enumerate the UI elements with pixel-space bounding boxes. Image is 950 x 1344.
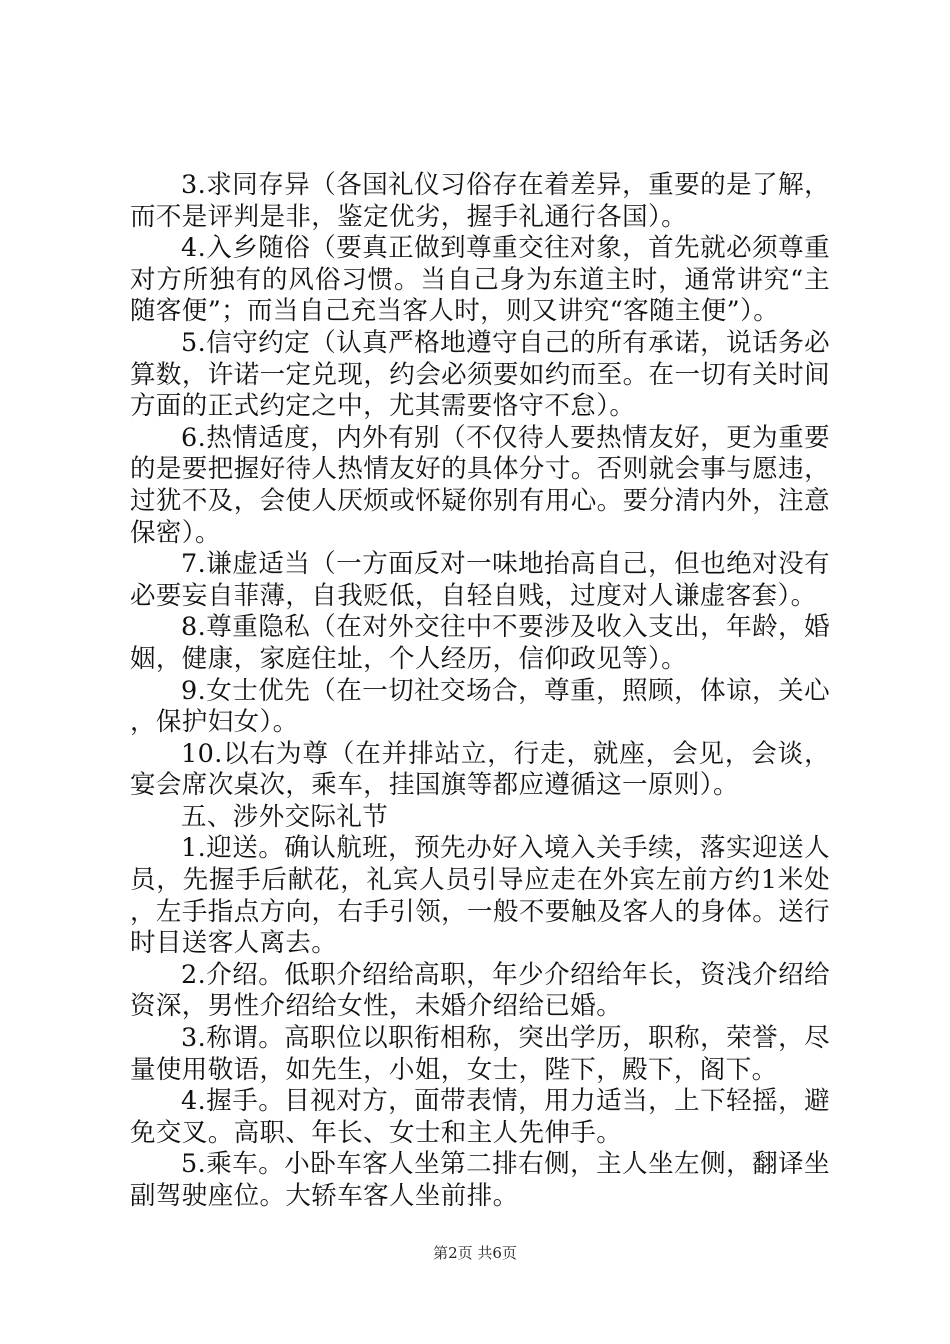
section-heading: 五、涉外交际礼节 [181,801,389,832]
page-footer [0,1243,950,1263]
paragraph-greeting: 1.迎送。确认航班，预先办好入境入关手续，落实迎送人员，先握手后献花，礼宾人员引导应走在外宾左前方约1米处，左手指点方向，右手引领，一般不要触及客人的身体。送行时目送客人离去。 [130,833,830,959]
paragraph-handshake: 4.握手。目视对方，面带表情，用力适当，上下轻摇，避免交叉。高职、年长、女士和主人先伸手。 [130,1086,830,1148]
paragraph-item-9: 9.女士优先（在一切社交场合，尊重，照顾，体谅，关心，保护妇女）。 [130,675,830,738]
page-number: 第2页 [433,1244,473,1262]
paragraph-item-8: 8.尊重隐私（在对外交往中不要涉及收入支出，年龄，婚姻，健康，家庭住址，个人经历，信仰政见等）。 [130,612,830,674]
document-body [130,170,830,1213]
paragraph-vehicle: 5.乘车。小卧车客人坐第二排右侧，主人坐左侧，翻译坐副驾驶座位。大轿车客人坐前排。 [130,1149,830,1211]
page-total: 共6页 [477,1244,517,1262]
paragraph-item-3: 3.求同存异（各国礼仪习俗存在着差异，重要的是了解，而不是评判是非，鉴定优劣，握手礼通行各国）。 [130,170,830,232]
paragraph-item-7: 7.谦虚适当（一方面反对一味地抬高自己，但也绝对没有必要妄自菲薄，自我贬低，自轻自贱，过度对人谦虚客套）。 [130,549,830,611]
paragraph-address: 3.称谓。高职位以职衔相称，突出学历，职称，荣誉，尽量使用敬语，如先生，小姐，女士，陛下，殿下，阁下。 [130,1023,830,1085]
paragraph-item-4: 4.入乡随俗（要真正做到尊重交往对象，首先就必须尊重对方所独有的风俗习惯。当自己身为东道主时，通常讲究“主随客便”；而当自己充当客人时，则又讲究“客随主便”）。 [130,233,830,327]
paragraph-item-10: 10.以右为尊（在并排站立，行走，就座，会见，会谈，宴会席次桌次，乘车，挂国旗等都应遵循这一原则）。 [130,738,830,801]
paragraph-item-5: 5.信守约定（认真严格地遵守自己的所有承诺，说话务必算数，许诺一定兑现，约会必须要如约而至。在一切有关时间方面的正式约定之中，尤其需要恪守不怠）。 [130,327,830,422]
paragraph-item-6: 6.热情适度，内外有别（不仅待人要热情友好，更为重要的是要把握好待人热情友好的具体分寸。否则就会事与愿违，过犹不及，会使人厌烦或怀疑你别有用心。要分清内外，注意保密）。 [130,422,830,548]
paragraph-introduction: 2.介绍。低职介绍给高职，年少介绍给年长，资浅介绍给资深，男性介绍给女性，未婚介绍给已婚。 [130,959,830,1022]
